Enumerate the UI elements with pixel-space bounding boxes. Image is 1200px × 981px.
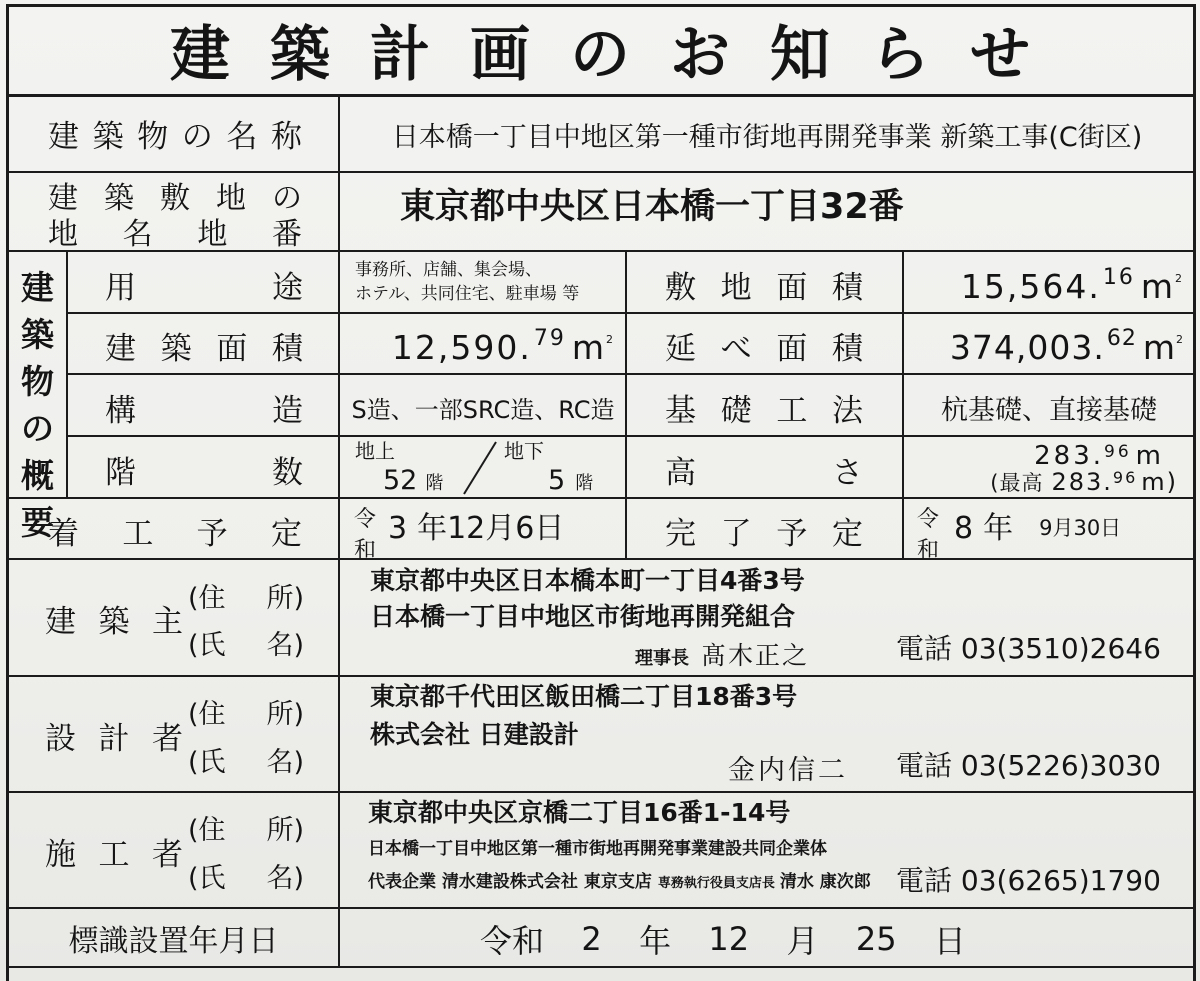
tag-char: (住 bbox=[188, 698, 226, 730]
row-divider bbox=[6, 250, 1196, 252]
max-height-unit: m) bbox=[1141, 468, 1178, 496]
sign-date-nichi: 日 bbox=[933, 922, 966, 960]
contractor-representative bbox=[368, 874, 871, 891]
label-char: 施 bbox=[45, 836, 76, 873]
unit-squared: 2 bbox=[1175, 272, 1184, 285]
site-area-decimal: 16 bbox=[1102, 265, 1135, 290]
label-char: 面 bbox=[776, 330, 808, 367]
label-char: 途 bbox=[272, 269, 303, 306]
sign-date-day: 25 bbox=[855, 920, 897, 958]
label-char: 設 bbox=[45, 720, 76, 757]
title-char: の bbox=[570, 20, 630, 90]
column-divider bbox=[625, 252, 627, 559]
contractor-address: 東京都中央区京橋二丁目16番1-14号 bbox=[368, 798, 791, 827]
total-floor-area-integer: 374,003. bbox=[949, 328, 1105, 367]
total-floor-area-decimal: 62 bbox=[1106, 326, 1137, 351]
label-char: 面 bbox=[776, 269, 808, 306]
building-area-value bbox=[391, 326, 615, 367]
completion-nen: 年 bbox=[983, 511, 1014, 546]
height-unit: m bbox=[1135, 441, 1164, 471]
sign-title bbox=[170, 14, 1030, 90]
label-char: 面 bbox=[216, 330, 248, 367]
label-char: 構 bbox=[105, 392, 136, 429]
label-char: 積 bbox=[271, 330, 303, 367]
outer-border-right bbox=[1193, 4, 1196, 981]
row-divider bbox=[66, 312, 1196, 314]
owner-address: 東京都中央区日本橋本町一丁目4番3号 bbox=[370, 566, 805, 595]
max-height-decimal: 96 bbox=[1112, 468, 1138, 487]
owner-person: 髙木正之 bbox=[701, 641, 810, 670]
label-char: 築 bbox=[160, 330, 192, 367]
unit-m: m bbox=[1140, 267, 1175, 306]
tag-char: 所) bbox=[266, 582, 304, 614]
sign-date-gatsu: 月 bbox=[786, 922, 819, 960]
floors-separator-slash bbox=[460, 440, 500, 496]
row-divider bbox=[6, 966, 1196, 968]
contractor-company: 代表企業 清水建設株式会社 東京支店 bbox=[368, 872, 652, 892]
structure-value: S造、一部SRC造、RC造 bbox=[351, 395, 615, 424]
label-char: 積 bbox=[831, 269, 863, 306]
label-char: 計 bbox=[98, 720, 130, 757]
designer-label bbox=[45, 715, 183, 755]
height-integer: 283. bbox=[1034, 441, 1105, 471]
floors-below-number: 5 bbox=[548, 465, 566, 496]
label-char: 築 bbox=[98, 603, 130, 640]
label-char: 者 bbox=[152, 720, 183, 757]
label-char: 者 bbox=[152, 836, 183, 873]
label-column-divider bbox=[338, 96, 340, 967]
designer-address-tag bbox=[188, 694, 304, 728]
title-char: 計 bbox=[370, 20, 430, 90]
building-name-value: 日本橋一丁目中地区第一種市街地再開発事業 新築工事(C街区) bbox=[391, 121, 1143, 153]
owner-label bbox=[45, 598, 183, 638]
tag-char: (住 bbox=[188, 814, 226, 846]
start-year: 3 bbox=[388, 511, 408, 546]
building-area-integer: 12,590. bbox=[391, 328, 532, 367]
tag-char: (住 bbox=[188, 582, 226, 614]
label-char: 定 bbox=[270, 515, 302, 552]
label-char: の bbox=[272, 181, 302, 216]
max-height-value bbox=[990, 470, 1178, 494]
label-char: 了 bbox=[720, 515, 752, 552]
contractor-person: 清水 康次郎 bbox=[779, 872, 871, 892]
overview-vertical-label bbox=[9, 262, 66, 542]
title-divider bbox=[6, 94, 1196, 97]
era-char: 令 bbox=[353, 507, 376, 532]
label-char: べ bbox=[720, 330, 752, 367]
use-value-line2: ホテル、共同住宅、駐車場 等 bbox=[355, 284, 580, 304]
row-divider bbox=[66, 373, 1196, 375]
era-char: 和 bbox=[916, 538, 939, 563]
label-char: 建 bbox=[21, 268, 54, 307]
label-char: の bbox=[21, 409, 54, 448]
completion-era bbox=[913, 502, 943, 563]
label-char: 建 bbox=[45, 603, 76, 640]
title-char: 築 bbox=[270, 20, 330, 90]
sign-date-nen: 年 bbox=[639, 922, 672, 960]
overview-column-divider bbox=[66, 252, 68, 498]
label-char: 工 bbox=[98, 836, 130, 873]
label-char: 用 bbox=[105, 269, 136, 306]
label-char: 物 bbox=[21, 362, 54, 401]
label-char: 地 bbox=[216, 181, 246, 216]
label-char: 称 bbox=[270, 118, 302, 155]
total-floor-area-value bbox=[949, 326, 1184, 367]
label-char: 礎 bbox=[720, 392, 752, 429]
building-name-label bbox=[48, 113, 302, 153]
label-char: 工 bbox=[122, 515, 154, 552]
tag-char: 所) bbox=[266, 698, 304, 730]
floors-unit: 階 bbox=[425, 473, 444, 494]
tag-char: (氏 bbox=[188, 746, 226, 778]
label-char: 概 bbox=[21, 456, 54, 495]
owner-address-tag bbox=[188, 578, 304, 612]
completion-month-day: 9月30日 bbox=[1039, 516, 1122, 540]
use-value-line1: 事務所、店舗、集会場、 bbox=[355, 260, 542, 280]
label-char: 積 bbox=[831, 330, 863, 367]
designer-name-tag bbox=[188, 742, 304, 776]
height-value bbox=[1034, 443, 1164, 469]
max-height-prefix: (最高 bbox=[990, 471, 1044, 495]
unit-squared: 2 bbox=[1176, 333, 1184, 346]
floors-below-label: 地下 bbox=[504, 439, 544, 463]
site-area-label bbox=[665, 264, 863, 304]
designer-person: 金内信二 bbox=[728, 755, 848, 786]
unit-m: m bbox=[571, 328, 606, 367]
building-area-decimal: 79 bbox=[533, 326, 566, 351]
label-char: 敷 bbox=[665, 269, 696, 306]
title-char: ら bbox=[870, 20, 930, 90]
title-char: せ bbox=[970, 20, 1030, 90]
designer-address: 東京都千代田区飯田橋二丁目18番3号 bbox=[370, 682, 798, 711]
label-char: 完 bbox=[665, 515, 696, 552]
tag-char: 所) bbox=[266, 814, 304, 846]
start-month-day: 年12月6日 bbox=[417, 511, 565, 546]
site-label-line2 bbox=[48, 214, 302, 252]
sign-date-year: 2 bbox=[581, 920, 602, 958]
sign-date-era: 令和 bbox=[480, 922, 545, 960]
row-divider bbox=[6, 791, 1196, 793]
label-char: 築 bbox=[21, 315, 54, 354]
label-char: 造 bbox=[272, 392, 303, 429]
contractor-address-tag bbox=[188, 810, 304, 844]
tag-char: (氏 bbox=[188, 862, 226, 894]
label-char: 名 bbox=[122, 217, 153, 252]
tag-char: 名) bbox=[266, 629, 304, 661]
title-char: 画 bbox=[470, 20, 530, 90]
label-char: 建 bbox=[48, 118, 79, 155]
tag-char: 名) bbox=[266, 862, 304, 894]
max-height-integer: 283. bbox=[1051, 468, 1113, 496]
foundation-label bbox=[665, 387, 863, 427]
building-area-label bbox=[105, 325, 303, 365]
floors-above-number: 52 bbox=[383, 465, 418, 496]
contractor-organization: 日本橋一丁目中地区第一種市街地再開発事業建設共同企業体 bbox=[368, 839, 827, 859]
row-divider bbox=[6, 675, 1196, 677]
unit-m: m bbox=[1142, 328, 1176, 367]
owner-title: 理事長 bbox=[635, 648, 689, 669]
start-date-value bbox=[388, 511, 565, 546]
label-char: 基 bbox=[665, 392, 696, 429]
foundation-value: 杭基礎、直接基礎 bbox=[941, 394, 1157, 426]
height-label bbox=[665, 449, 863, 489]
total-floor-area-label bbox=[665, 325, 863, 365]
tag-char: (氏 bbox=[188, 629, 226, 661]
label-char: の bbox=[181, 118, 213, 155]
owner-phone: 電話 03(3510)2646 bbox=[896, 632, 1161, 665]
label-char: 予 bbox=[776, 515, 808, 552]
structure-label bbox=[105, 387, 303, 427]
label-char: 着 bbox=[48, 515, 79, 552]
label-char: 築 bbox=[92, 118, 124, 155]
column-divider bbox=[902, 252, 904, 559]
row-divider bbox=[6, 907, 1196, 909]
floors-above-count bbox=[383, 467, 443, 494]
title-char: お bbox=[670, 20, 730, 90]
label-char: 地 bbox=[197, 217, 228, 252]
label-char: 築 bbox=[104, 181, 134, 216]
label-char: 建 bbox=[48, 181, 78, 216]
site-address-value: 東京都中央区日本橋一丁目32番 bbox=[400, 187, 904, 227]
label-char: 工 bbox=[776, 392, 808, 429]
sign-date-label: 標識設置年月日 bbox=[68, 924, 279, 959]
label-char: 予 bbox=[196, 515, 228, 552]
label-char: 名 bbox=[226, 118, 258, 155]
contractor-label bbox=[45, 831, 183, 871]
designer-organization: 株式会社 日建設計 bbox=[370, 720, 579, 749]
completion-date-value bbox=[954, 511, 1122, 546]
use-label bbox=[105, 264, 303, 304]
label-char: 番 bbox=[271, 217, 302, 252]
contractor-title: 専務執行役員支店長 bbox=[657, 876, 775, 891]
title-char: 建 bbox=[170, 20, 230, 90]
start-label bbox=[48, 510, 302, 550]
row-divider bbox=[6, 497, 1196, 499]
completion-year: 8 bbox=[954, 511, 974, 546]
sign-date-month: 12 bbox=[708, 920, 750, 958]
unit-squared: 2 bbox=[606, 333, 615, 346]
label-char: 地 bbox=[48, 217, 78, 252]
height-decimal: 96 bbox=[1104, 442, 1132, 462]
label-char: 定 bbox=[831, 515, 863, 552]
floors-label bbox=[105, 449, 303, 489]
row-divider bbox=[6, 558, 1196, 560]
site-area-integer: 15,564. bbox=[960, 267, 1101, 306]
completion-label bbox=[665, 510, 863, 550]
row-divider bbox=[66, 435, 1196, 437]
era-char: 和 bbox=[353, 538, 376, 563]
label-char: 階 bbox=[105, 454, 136, 491]
owner-organization: 日本橋一丁目中地区市街地再開発組合 bbox=[370, 602, 796, 631]
floors-above-label: 地上 bbox=[355, 439, 395, 463]
label-char: 要 bbox=[21, 503, 54, 542]
label-char: 敷 bbox=[160, 181, 190, 216]
label-char: 延 bbox=[665, 330, 696, 367]
start-era bbox=[350, 502, 380, 563]
label-char: 法 bbox=[831, 392, 863, 429]
label-char: 地 bbox=[720, 269, 752, 306]
owner-representative bbox=[635, 643, 809, 668]
designer-phone: 電話 03(5226)3030 bbox=[896, 749, 1161, 782]
outer-border-left bbox=[6, 4, 9, 981]
label-char: 主 bbox=[152, 603, 183, 640]
site-area-value bbox=[960, 265, 1184, 306]
era-char: 令 bbox=[916, 507, 939, 532]
owner-name-tag bbox=[188, 625, 304, 659]
floors-below-count bbox=[548, 467, 593, 494]
label-char: さ bbox=[832, 454, 863, 491]
contractor-phone: 電話 03(6265)1790 bbox=[896, 864, 1161, 897]
title-char: 知 bbox=[770, 20, 830, 90]
site-label-line1 bbox=[48, 178, 302, 216]
tag-char: 名) bbox=[266, 746, 304, 778]
label-char: 建 bbox=[105, 330, 136, 367]
contractor-name-tag bbox=[188, 858, 304, 892]
sign-date-value bbox=[480, 916, 966, 962]
label-char: 高 bbox=[665, 454, 696, 491]
label-char: 数 bbox=[272, 454, 303, 491]
label-char: 物 bbox=[137, 118, 169, 155]
floors-unit: 階 bbox=[575, 473, 594, 494]
